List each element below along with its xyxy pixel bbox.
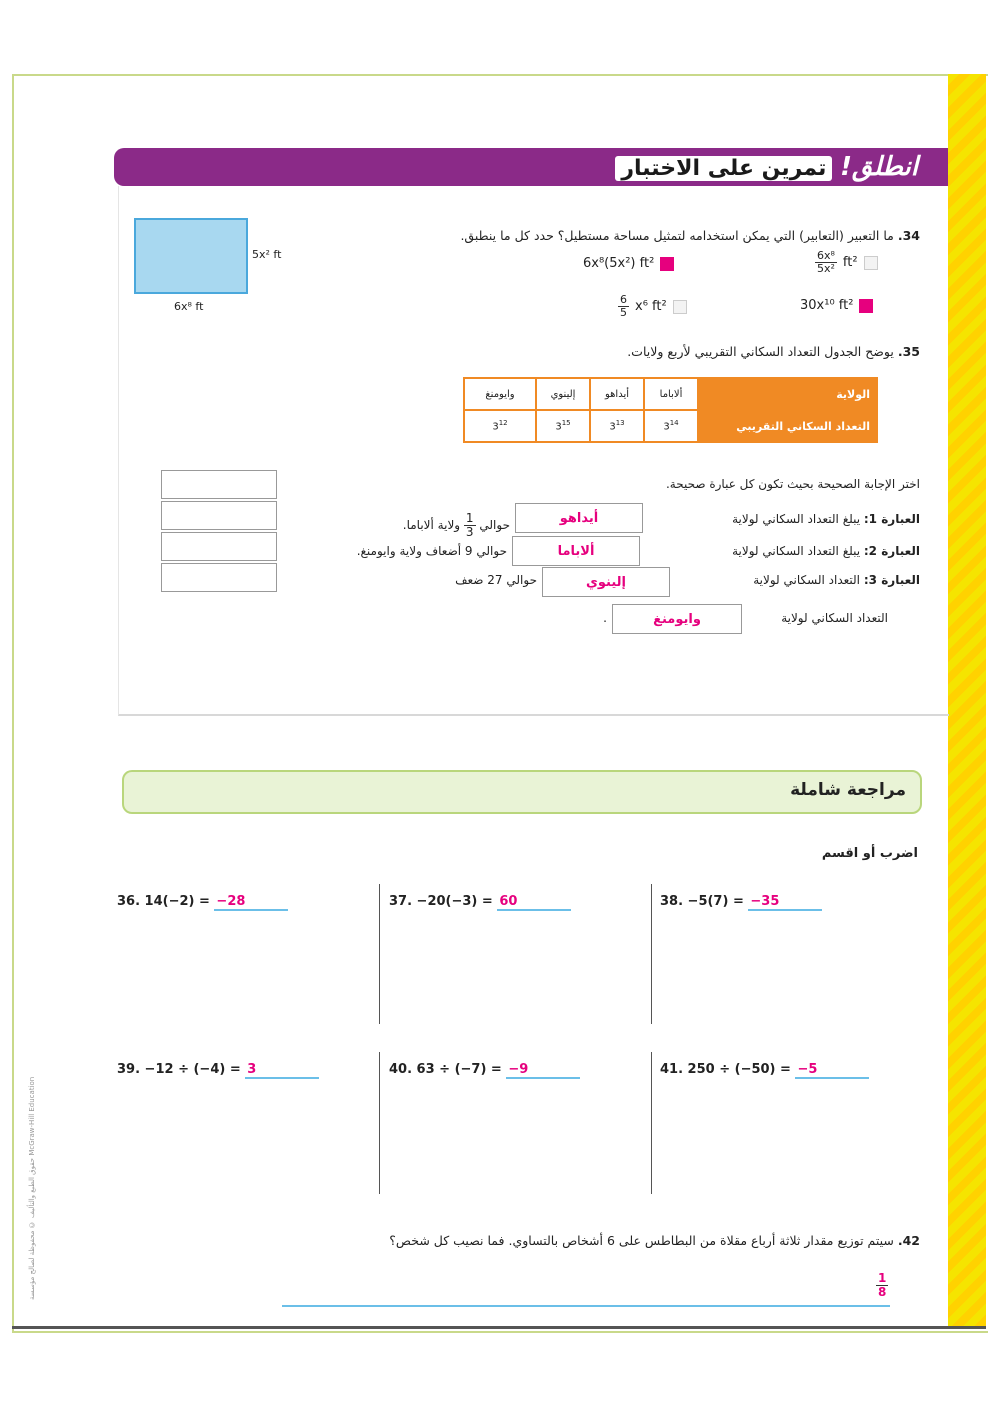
multiply-divide-subhead: اضرب أو اقسم (821, 846, 918, 861)
table-header-population: التعداد السكاني التقريبي (698, 410, 877, 442)
statement-2-answer[interactable]: ألاباما (512, 536, 640, 566)
table-cell: $3^{15}$ (536, 410, 590, 442)
statement-1-answer[interactable]: أيداهو (515, 503, 643, 533)
side-credit: حقوق الطبع والتأليف © محفوظة لصالح مؤسسة McGraw-Hill Education (28, 1076, 36, 1300)
empty-choice-box[interactable] (161, 532, 277, 561)
q34-option-4[interactable]: 30x¹⁰ ft² (800, 298, 873, 313)
checkbox-checked[interactable] (859, 299, 873, 313)
review-title: مراجعة شاملة (790, 780, 906, 800)
table-header-state: الولاية (698, 378, 877, 410)
header-title (615, 152, 918, 182)
problem-41: 41. 250 ÷ (−50) = −5 (660, 1062, 869, 1079)
statement-3-end: . (603, 611, 607, 625)
q42-answer-line (282, 1305, 890, 1307)
q35-prompt: 35. يوضح الجدول التعداد السكاني التقريبي لأربع ولايات. (627, 344, 920, 359)
statement-3-part-b: حوالي 27 ضعف (455, 573, 537, 587)
answer-40[interactable]: −9 (506, 1062, 580, 1079)
empty-choice-box[interactable] (161, 470, 277, 499)
table-cell: ألاباما (644, 378, 698, 410)
q34-option-2[interactable]: $\frac{\text{6x⁸}}{\text{5x²}}$ ft² (815, 250, 878, 275)
rectangle-height-label: 5x² ft (252, 248, 282, 261)
q42-prompt: 42. سيتم توزيع مقدار ثلاثة أرباع مقلاة من البطاطس على 6 أشخاص بالتساوي. فما نصيب كل شخص؟ (389, 1233, 920, 1248)
answer-38[interactable]: −35 (748, 894, 822, 911)
problem-37: 37. −20(−3) = 60 (389, 894, 571, 911)
header-lead: انطلق! (840, 152, 918, 182)
table-cell: وايومنغ (464, 378, 536, 410)
header-rest: تمرين على الاختبار (615, 156, 832, 181)
problem-39: 39. −12 ÷ (−4) = 3 (117, 1062, 319, 1079)
problem-38: 38. −5(7) = −35 (660, 894, 822, 911)
answer-41[interactable]: −5 (795, 1062, 869, 1079)
table-cell: $3^{13}$ (590, 410, 644, 442)
checkbox-unchecked[interactable] (673, 300, 687, 314)
table-row (464, 378, 877, 410)
statement-3-answer-2[interactable]: وايومنغ (612, 604, 742, 634)
answer-36[interactable]: −28 (214, 894, 288, 911)
test-practice-header (114, 148, 948, 186)
statement-3-continuation: التعداد السكاني لولاية (781, 611, 888, 625)
statement-2-part-a: العبارة 2: يبلغ التعداد السكاني لولاية (732, 544, 920, 558)
statement-3-part-a: العبارة 3: التعداد السكاني لولاية (753, 573, 920, 587)
q35-instruction: اختر الإجابة الصحيحة بحيث تكون كل عبارة صحيحة. (665, 477, 920, 491)
checkbox-checked[interactable] (660, 257, 674, 271)
q34-option-3[interactable]: $\frac{6}{5}$ x⁶ ft² (618, 294, 687, 319)
statement-3-answer[interactable]: إلينوي (542, 567, 670, 597)
column-divider (379, 884, 380, 1024)
page-bottom-edge (12, 1326, 986, 1329)
column-divider (651, 1052, 652, 1194)
rectangle-figure (134, 218, 248, 294)
problem-40: 40. 63 ÷ (−7) = −9 (389, 1062, 580, 1079)
empty-choice-box[interactable] (161, 501, 277, 530)
q34-prompt: 34. ما التعبير (التعابير) التي يمكن استخدامه لتمثيل مساحة مستطيل؟ حدد كل ما ينطبق. (460, 228, 920, 243)
answer-choice-boxes (161, 470, 277, 594)
review-header (122, 770, 922, 814)
column-divider (651, 884, 652, 1024)
statement-2-part-b: حوالي 9 أضعاف ولاية وايومنغ. (356, 544, 507, 558)
column-divider (379, 1052, 380, 1194)
population-table (463, 377, 878, 443)
answer-39[interactable]: 3 (245, 1062, 319, 1079)
problem-36: 36. 14(−2) = −28 (117, 894, 288, 911)
answer-37[interactable]: 60 (497, 894, 571, 911)
statement-1-part-a: العبارة 1: يبلغ التعداد السكاني لولاية (732, 512, 920, 526)
checkbox-unchecked[interactable] (864, 256, 878, 270)
table-cell: $3^{12}$ (464, 410, 536, 442)
empty-choice-box[interactable] (161, 563, 277, 592)
table-cell: أيداهو (590, 378, 644, 410)
table-cell: إلينوي (536, 378, 590, 410)
q34-option-1[interactable]: 6x⁸(5x²) ft² (583, 256, 674, 271)
q42-answer[interactable]: $\frac{1}{8}$ (878, 1271, 887, 1300)
table-cell: $3^{14}$ (644, 410, 698, 442)
statement-1-part-b: حوالي $\frac{1}{3}$ ولاية ألاباما. (402, 511, 510, 540)
yellow-edge-stripe (948, 74, 986, 1329)
table-row (464, 410, 877, 442)
rectangle-width-label: 6x⁸ ft (174, 300, 204, 313)
